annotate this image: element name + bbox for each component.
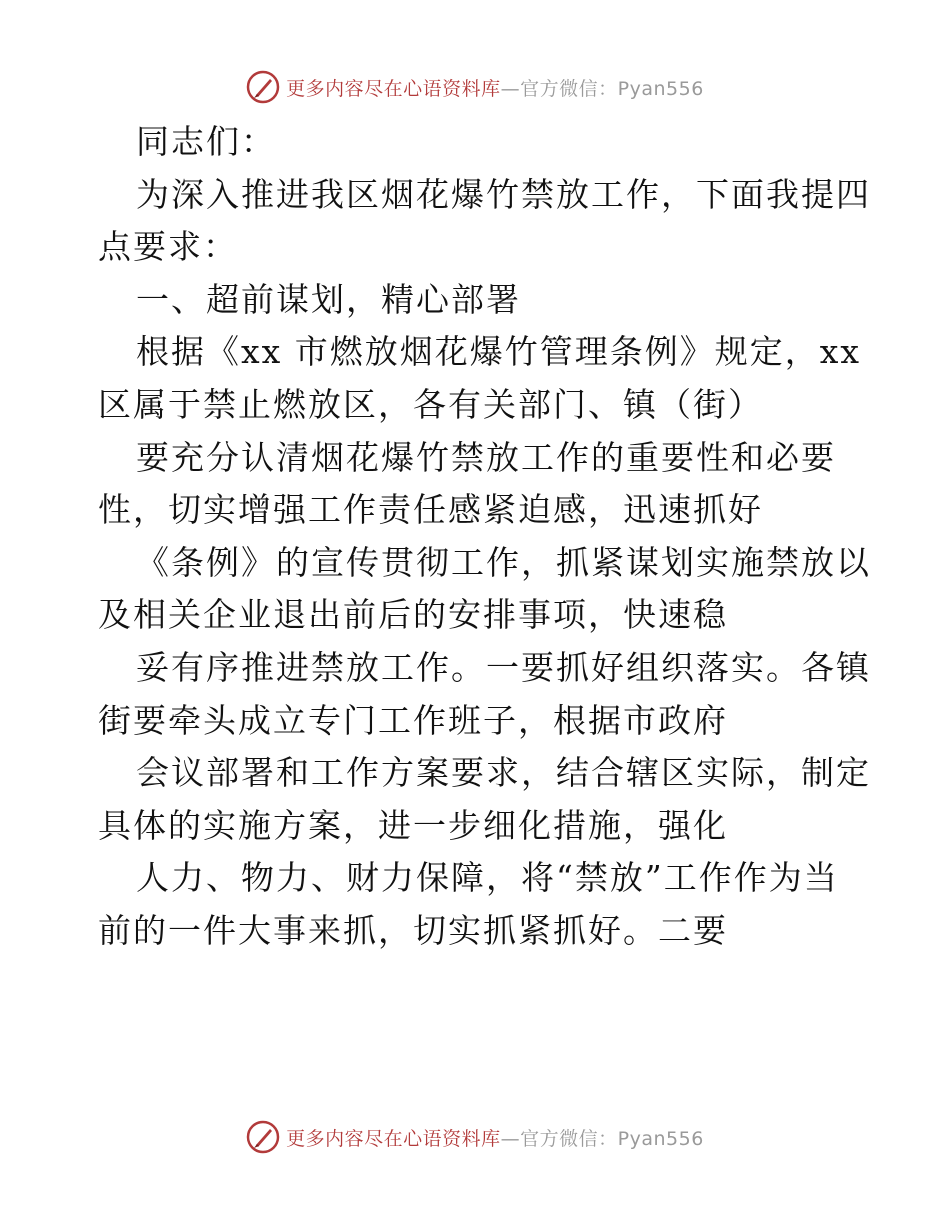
paragraph-line: 要充分认清烟花爆竹禁放工作的重要性和必要 (136, 437, 836, 477)
banner-contact-text: 官方微信：Pyan556 (520, 77, 704, 100)
footer-banner (0, 1120, 950, 1154)
paragraph-line: 及相关企业退出前后的安排事项，快速稳 (98, 595, 728, 635)
paragraph-line: 根据《xx 市燃放烟花爆竹管理条例》规定，xx (136, 332, 861, 372)
quill-pen-logo-icon (246, 1120, 280, 1154)
paragraph-line: 具体的实施方案，进一步细化措施，强化 (98, 805, 728, 845)
banner-contact-text: 官方微信：Pyan556 (520, 1127, 704, 1150)
paragraph-line: 区属于禁止燃放区，各有关部门、镇（街） (98, 384, 763, 424)
paragraph-line: 人力、物力、财力保障，将“禁放”工作作为当 (136, 858, 839, 898)
paragraph-line: 点要求： (98, 227, 238, 267)
paragraph-line: 一、超前谋划，精心部署 (136, 279, 521, 319)
banner-text (286, 1124, 704, 1151)
paragraph-line: 街要牵头成立专门工作班子，根据市政府 (98, 700, 728, 740)
paragraph-line: 会议部署和工作方案要求，结合辖区实际，制定 (136, 753, 871, 793)
paragraph-line: 前的一件大事来抓，切实抓紧抓好。二要 (98, 910, 728, 950)
paragraph-line: 为深入推进我区烟花爆竹禁放工作，下面我提四 (136, 174, 871, 214)
paragraph-line: 性，切实增强工作责任感紧迫感，迅速抓好 (98, 490, 763, 530)
banner-main-text: 更多内容尽在心语资料库 (286, 77, 501, 100)
quill-pen-logo-icon (246, 70, 280, 104)
banner-separator: — (500, 1127, 521, 1150)
document-body (98, 120, 871, 962)
banner-separator: — (500, 77, 521, 100)
banner-main-text: 更多内容尽在心语资料库 (286, 1127, 501, 1150)
paragraph-line: 妥有序推进禁放工作。一要抓好组织落实。各镇 (136, 647, 871, 687)
banner-text (286, 74, 704, 101)
header-banner (0, 70, 950, 104)
paragraph-line: 同志们： (136, 122, 276, 161)
paragraph-line: 《条例》的宣传贯彻工作，抓紧谋划实施禁放以 (136, 542, 871, 582)
